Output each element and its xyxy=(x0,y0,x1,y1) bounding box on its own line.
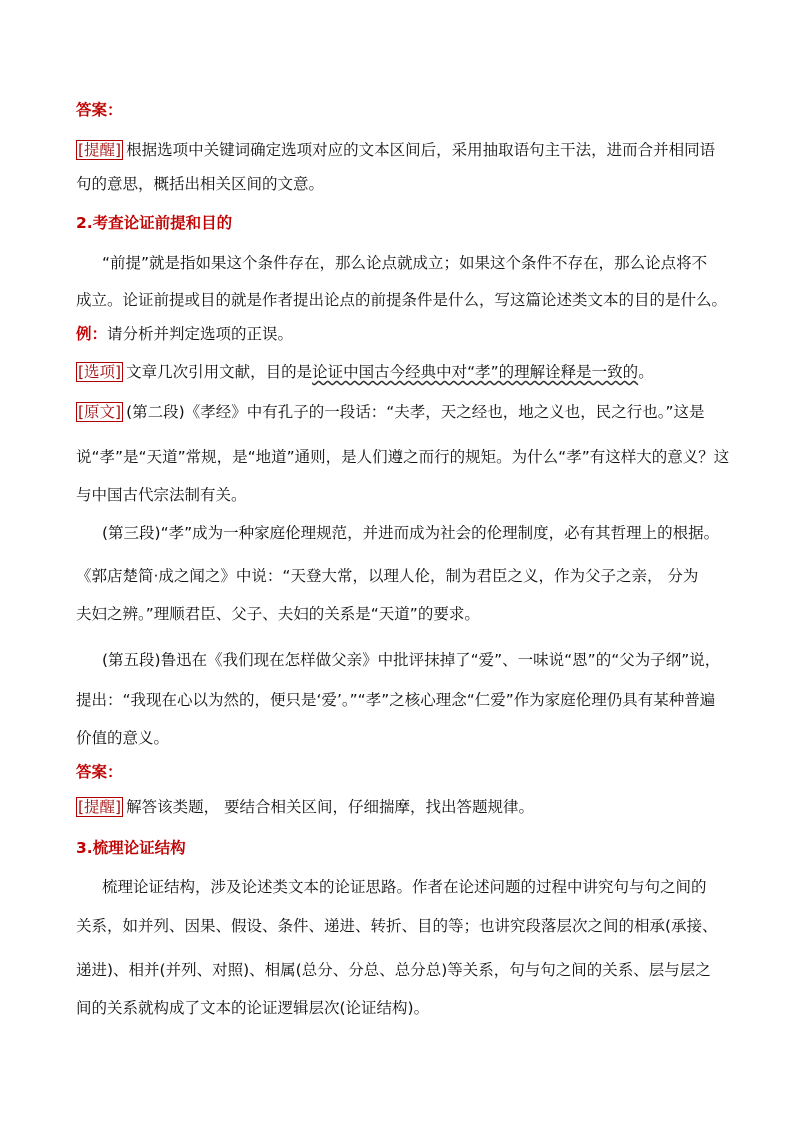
section-2-para-line-1: “前提”就是指如果这个条件存在，那么论点就成立；如果这个条件不存在，那么论点将不 xyxy=(102,254,708,272)
section-3-para-line-4: 间的关系就构成了文本的论证逻辑层次(论证结构)。 xyxy=(76,999,430,1017)
original-line-4: (第三段)“孝”成为一种家庭伦理规范，并进而成为社会的伦理制度，必有其哲理上的根据。 xyxy=(102,524,720,542)
original-line-8: 提出：“我现在心以为然的，便只是‘爱’。”“孝”之核心理念“仁爱”作为家庭伦理仍具有某种普遍 xyxy=(76,691,716,709)
section-2-title: 2.考查论证前提和目的 xyxy=(76,214,233,232)
section-3-title: 3.梳理论证结构 xyxy=(76,839,186,857)
option-end: 。 xyxy=(638,363,654,381)
option-tag: [选项] xyxy=(78,363,122,381)
option-line xyxy=(76,362,654,382)
original-line-7: (第五段)鲁迅在《我们现在怎样做父亲》中批评抹掉了“爱”、一味说“恩”的“父为子纲”说， xyxy=(102,651,721,669)
hint-2-text: 解答该类题， 要结合相关区间，仔细揣摩，找出答题规律。 xyxy=(126,798,535,816)
hint-2-tag: [提醒] xyxy=(78,798,122,816)
original-line-5: 《郭店楚简·成之闻之》中说：“天登大常，以理人伦，制为君臣之义，作为父子之亲， 分为 xyxy=(76,567,699,585)
original-line-3: 与中国古代宗法制有关。 xyxy=(76,486,247,504)
section-3-para-line-1: 梳理论证结构，涉及论述类文本的论证思路。作者在论述问题的过程中讲究句与句之间的 xyxy=(102,878,707,896)
hint-2-line xyxy=(76,797,534,817)
original-tag: [原文] xyxy=(78,403,122,421)
example-text: 请分析并判定选项的正误。 xyxy=(107,325,294,343)
original-text-1: (第二段)《孝经》中有孔子的一段话：“夫孝，天之经也，地之义也，民之行也。”这是 xyxy=(126,403,705,421)
hint-tag: [提醒] xyxy=(78,141,122,159)
answer-label: 答案： xyxy=(76,101,123,119)
example-line xyxy=(76,324,293,344)
section-2-para-line-2: 成立。论证前提或目的就是作者提出论点的前提条件是什么，写这篇论述类文本的目的是什么。 xyxy=(76,291,728,309)
hint-line-1 xyxy=(76,140,715,160)
option-text: 文章几次引用文献，目的是 xyxy=(126,363,313,381)
hint-line-2: 句的意思，概括出相关区间的文意。 xyxy=(76,175,325,193)
original-line-2: 说“孝”是“天道”常规，是“地道”通则，是人们遵之而行的规矩。为什么“孝”有这样大的意义？这 xyxy=(76,448,730,466)
hint-text: 根据选项中关键词确定选项对应的文本区间后，采用抽取语句主干法，进而合并相同语 xyxy=(126,141,716,159)
option-underlined-text: 论证中国古今经典中对“孝”的理解诠释是一致的 xyxy=(312,363,639,381)
original-line-9: 价值的意义。 xyxy=(76,729,170,747)
section-3-para-line-3: 递进)、相并(并列、对照)、相属(总分、分总、总分总)等关系，句与句之间的关系、层与层之 xyxy=(76,961,711,979)
original-line-1 xyxy=(76,402,705,422)
original-line-6: 夫妇之辨。”理顺君臣、父子、夫妇的关系是“天道”的要求。 xyxy=(76,605,480,623)
example-label: 例： xyxy=(76,325,108,343)
section-3-para-line-2: 关系，如并列、因果、假设、条件、递进、转折、目的等；也讲究段落层次之间的相承(承接、 xyxy=(76,917,718,935)
answer-label-2: 答案： xyxy=(76,763,123,781)
